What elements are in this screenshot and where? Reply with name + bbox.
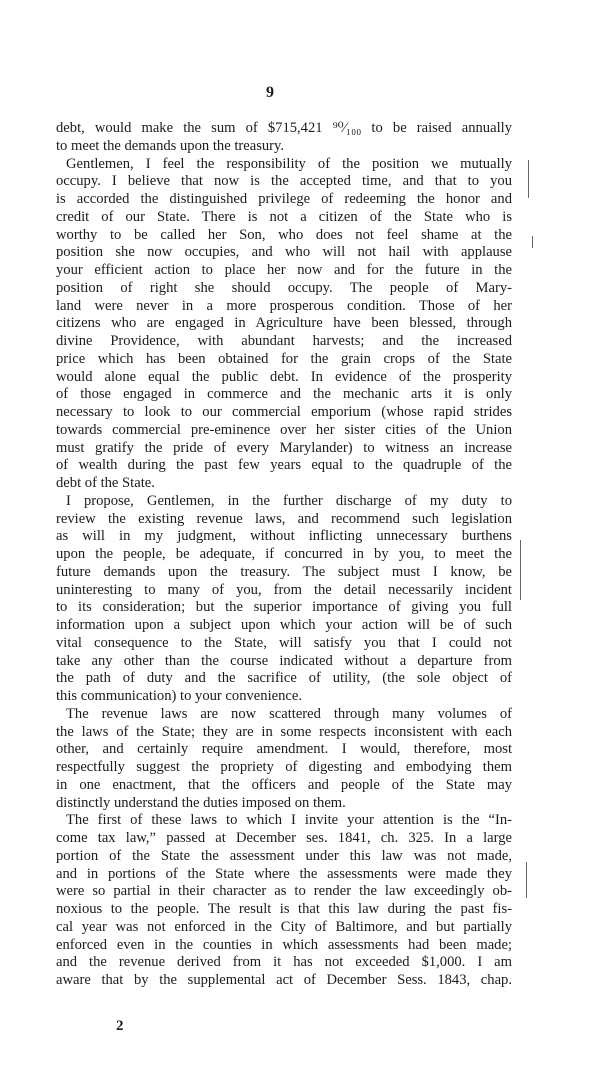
text-line: uninteresting to many of you, from the detail necessarily incident (56, 581, 512, 598)
text-line: were so partial in their character as to render the law exceedingly ob- (56, 883, 512, 900)
text-line: upon the people, be adequate, if concurred in by you, to meet the (56, 546, 512, 562)
text-line: noxious to the people. The result is that this law during the past fis- (56, 901, 512, 917)
text-line: your efficient action to place her now and for the future in the (56, 262, 512, 278)
text-line: distinctly understand the duties imposed on them. (56, 794, 346, 811)
text-line: position of right she should occupy. The people of Mary- (56, 279, 512, 296)
text-line: divine Providence, with abundant harvests; and the increased (56, 333, 512, 349)
text-line: in one enactment, that the officers and people of the State may (56, 776, 512, 793)
text-line: worthy to be called her Son, who does not feel shame at the (56, 226, 512, 243)
text-line: of wealth during the past few years equal to the quadruple of the (56, 457, 512, 474)
text-line: must gratify the pride of every Marylander) to witness an increase (56, 439, 512, 456)
text-line: is accorded the distinguished privilege of redeeming the honor and (56, 191, 512, 207)
text-line: citizens who are engaged in Agriculture have been blessed, through (56, 315, 512, 332)
text-line: and in portions of the State where the assessments were made they (56, 865, 512, 882)
text-line: of those engaged in commerce and the mechanic arts it is only (56, 386, 512, 403)
text-line: take any other than the course indicated without a departure from (56, 652, 512, 669)
text-line: aware that by the supplemental act of December Sess. 1843, chap. (56, 972, 512, 988)
text-line: this communication) to your convenience. (56, 688, 302, 704)
text-line: enforced even in the counties in which assessments had been made; (56, 936, 512, 953)
text-line: price which has been obtained for the grain crops of the State (56, 350, 512, 367)
text-line: portion of the State the assessment under this law was not made, (56, 847, 512, 864)
body-text (56, 120, 512, 990)
margin-annotation-mark (528, 160, 529, 198)
text-line: occupy. I believe that now is the accepted time, and that to you (56, 173, 512, 190)
page-number: 9 (266, 84, 274, 101)
text-line: and the revenue derived from it has not exceeded $1,000. I am (56, 954, 512, 971)
text-line: I propose, Gentlemen, in the further discharge of my duty to (66, 492, 512, 509)
text-line: future demands upon the treasury. The subject must I know, be (56, 563, 512, 580)
text-line: the path of duty and the sacrifice of utility, (the sole object of (56, 670, 512, 687)
text-line: to meet the demands upon the treasury. (56, 137, 285, 154)
text-line: other, and certainly require amendment. I would, therefore, most (56, 741, 512, 758)
text-line: review the existing revenue laws, and recommend such legislation (56, 510, 512, 527)
text-line: The first of these laws to which I invite your attention is the “In- (66, 812, 512, 829)
text-line: The revenue laws are now scattered through many volumes of (66, 705, 512, 722)
text-line: to its consideration; but the superior importance of giving you full (56, 599, 512, 616)
text-line: as will in my judgment, without inflicting unnecessary burthens (56, 528, 512, 545)
text-line: towards commercial pre-eminence over her sister cities of the Union (56, 421, 512, 438)
text-line: debt of the State. (56, 475, 155, 491)
margin-annotation-mark (526, 862, 527, 898)
text-line: cal year was not enforced in the City of Baltimore, and but partially (56, 918, 512, 935)
margin-annotation-mark (520, 540, 521, 600)
text-line: Gentlemen, I feel the responsibility of the position we mutually (66, 155, 512, 172)
text-line: would alone equal the public debt. In evidence of the prosperity (56, 368, 512, 385)
text-line: come tax law,” passed at December ses. 1841, ch. 325. In a large (56, 830, 512, 846)
text-line: debt, would make the sum of $715,421 ⁹⁰⁄₁₀₀ to be raised annually (56, 120, 512, 136)
text-line: necessary to look to our commercial emporium (whose rapid strides (56, 404, 512, 420)
text-line: respectfully suggest the propriety of digesting and embodying them (56, 759, 512, 775)
text-line: information upon a subject upon which your action will be of such (56, 617, 512, 633)
text-line: land were never in a more prosperous condition. Those of her (56, 297, 512, 314)
text-line: the laws of the State; they are in some respects inconsistent with each (56, 723, 512, 740)
text-line: credit of our State. There is not a citizen of the State who is (56, 208, 512, 225)
signature-mark: 2 (116, 1018, 124, 1034)
text-line: position she now occupies, and who will not hail with applause (56, 244, 512, 261)
text-line: vital consequence to the State, will satisfy you that I could not (56, 634, 512, 651)
margin-annotation-mark (532, 236, 533, 248)
